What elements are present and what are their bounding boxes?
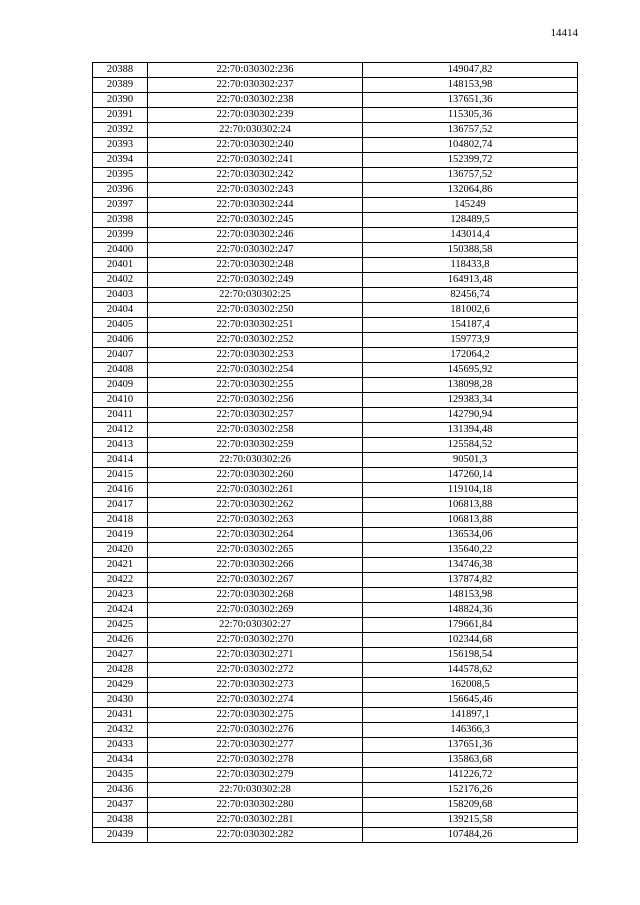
row-number-cell: 20405 xyxy=(93,318,148,333)
row-number-cell: 20428 xyxy=(93,663,148,678)
cadastral-value-cell: 152176,26 xyxy=(363,783,578,798)
cadastral-number-cell: 22:70:030302:268 xyxy=(148,588,363,603)
table-row xyxy=(93,63,578,78)
cadastral-number-cell: 22:70:030302:248 xyxy=(148,258,363,273)
table-row xyxy=(93,153,578,168)
cadastral-number-cell: 22:70:030302:277 xyxy=(148,738,363,753)
row-number-cell: 20402 xyxy=(93,273,148,288)
cadastral-number-cell: 22:70:030302:236 xyxy=(148,63,363,78)
row-number-cell: 20409 xyxy=(93,378,148,393)
cadastral-value-cell: 135863,68 xyxy=(363,753,578,768)
table-row xyxy=(93,408,578,423)
cadastral-number-cell: 22:70:030302:28 xyxy=(148,783,363,798)
cadastral-value-cell: 156645,46 xyxy=(363,693,578,708)
table-row xyxy=(93,363,578,378)
cadastral-value-cell: 146366,3 xyxy=(363,723,578,738)
cadastral-number-cell: 22:70:030302:267 xyxy=(148,573,363,588)
cadastral-number-cell: 22:70:030302:252 xyxy=(148,333,363,348)
cadastral-value-cell: 107484,26 xyxy=(363,828,578,843)
cadastral-number-cell: 22:70:030302:249 xyxy=(148,273,363,288)
row-number-cell: 20416 xyxy=(93,483,148,498)
table-row xyxy=(93,273,578,288)
table-row xyxy=(93,243,578,258)
page-number: 14414 xyxy=(550,27,578,39)
row-number-cell: 20410 xyxy=(93,393,148,408)
table-row xyxy=(93,288,578,303)
cadastral-number-cell: 22:70:030302:281 xyxy=(148,813,363,828)
row-number-cell: 20417 xyxy=(93,498,148,513)
cadastral-number-cell: 22:70:030302:274 xyxy=(148,693,363,708)
table-row xyxy=(93,753,578,768)
row-number-cell: 20438 xyxy=(93,813,148,828)
cadastral-value-cell: 156198,54 xyxy=(363,648,578,663)
table-row xyxy=(93,393,578,408)
table-row xyxy=(93,423,578,438)
table-row xyxy=(93,828,578,843)
row-number-cell: 20434 xyxy=(93,753,148,768)
row-number-cell: 20399 xyxy=(93,228,148,243)
row-number-cell: 20429 xyxy=(93,678,148,693)
cadastral-value-cell: 137874,82 xyxy=(363,573,578,588)
row-number-cell: 20392 xyxy=(93,123,148,138)
row-number-cell: 20388 xyxy=(93,63,148,78)
cadastral-number-cell: 22:70:030302:243 xyxy=(148,183,363,198)
cadastral-value-cell: 158209,68 xyxy=(363,798,578,813)
cadastral-number-cell: 22:70:030302:251 xyxy=(148,318,363,333)
row-number-cell: 20421 xyxy=(93,558,148,573)
cadastral-number-cell: 22:70:030302:269 xyxy=(148,603,363,618)
table-row xyxy=(93,813,578,828)
table-row xyxy=(93,543,578,558)
table-row xyxy=(93,318,578,333)
table-row xyxy=(93,468,578,483)
row-number-cell: 20436 xyxy=(93,783,148,798)
table-row xyxy=(93,438,578,453)
row-number-cell: 20427 xyxy=(93,648,148,663)
cadastral-number-cell: 22:70:030302:257 xyxy=(148,408,363,423)
cadastral-number-cell: 22:70:030302:250 xyxy=(148,303,363,318)
cadastral-value-cell: 104802,74 xyxy=(363,138,578,153)
cadastral-number-cell: 22:70:030302:278 xyxy=(148,753,363,768)
cadastral-value-cell: 106813,88 xyxy=(363,498,578,513)
cadastral-value-cell: 128489,5 xyxy=(363,213,578,228)
row-number-cell: 20413 xyxy=(93,438,148,453)
row-number-cell: 20400 xyxy=(93,243,148,258)
table-row xyxy=(93,558,578,573)
cadastral-value-cell: 118433,8 xyxy=(363,258,578,273)
cadastral-number-cell: 22:70:030302:27 xyxy=(148,618,363,633)
cadastral-value-cell: 102344,68 xyxy=(363,633,578,648)
cadastral-value-cell: 152399,72 xyxy=(363,153,578,168)
cadastral-value-cell: 144578,62 xyxy=(363,663,578,678)
row-number-cell: 20411 xyxy=(93,408,148,423)
cadastral-number-cell: 22:70:030302:279 xyxy=(148,768,363,783)
table-row xyxy=(93,378,578,393)
table-row xyxy=(93,798,578,813)
cadastral-value-cell: 150388,58 xyxy=(363,243,578,258)
cadastral-value-cell: 143014,4 xyxy=(363,228,578,243)
row-number-cell: 20422 xyxy=(93,573,148,588)
table-row xyxy=(93,783,578,798)
table-row xyxy=(93,93,578,108)
row-number-cell: 20420 xyxy=(93,543,148,558)
table-row xyxy=(93,768,578,783)
row-number-cell: 20393 xyxy=(93,138,148,153)
cadastral-number-cell: 22:70:030302:262 xyxy=(148,498,363,513)
cadastral-value-cell: 159773,9 xyxy=(363,333,578,348)
table-row xyxy=(93,138,578,153)
row-number-cell: 20412 xyxy=(93,423,148,438)
table-row xyxy=(93,303,578,318)
cadastral-number-cell: 22:70:030302:271 xyxy=(148,648,363,663)
table-row xyxy=(93,573,578,588)
cadastral-number-cell: 22:70:030302:244 xyxy=(148,198,363,213)
cadastral-number-cell: 22:70:030302:254 xyxy=(148,363,363,378)
cadastral-value-cell: 132064,86 xyxy=(363,183,578,198)
cadastral-value-cell: 139215,58 xyxy=(363,813,578,828)
table-row xyxy=(93,78,578,93)
table-row xyxy=(93,228,578,243)
cadastral-number-cell: 22:70:030302:258 xyxy=(148,423,363,438)
cadastral-value-cell: 149047,82 xyxy=(363,63,578,78)
cadastral-value-cell: 145695,92 xyxy=(363,363,578,378)
table-row xyxy=(93,738,578,753)
cadastral-value-cell: 142790,94 xyxy=(363,408,578,423)
row-number-cell: 20394 xyxy=(93,153,148,168)
cadastral-number-cell: 22:70:030302:253 xyxy=(148,348,363,363)
row-number-cell: 20390 xyxy=(93,93,148,108)
table-row xyxy=(93,633,578,648)
cadastral-number-cell: 22:70:030302:276 xyxy=(148,723,363,738)
table-row xyxy=(93,123,578,138)
row-number-cell: 20430 xyxy=(93,693,148,708)
row-number-cell: 20432 xyxy=(93,723,148,738)
cadastral-value-cell: 136534,06 xyxy=(363,528,578,543)
row-number-cell: 20407 xyxy=(93,348,148,363)
row-number-cell: 20414 xyxy=(93,453,148,468)
row-number-cell: 20391 xyxy=(93,108,148,123)
row-number-cell: 20415 xyxy=(93,468,148,483)
table-row xyxy=(93,588,578,603)
cadastral-value-cell: 115305,36 xyxy=(363,108,578,123)
table-row xyxy=(93,168,578,183)
cadastral-number-cell: 22:70:030302:246 xyxy=(148,228,363,243)
cadastral-value-cell: 141897,1 xyxy=(363,708,578,723)
cadastral-number-cell: 22:70:030302:242 xyxy=(148,168,363,183)
row-number-cell: 20397 xyxy=(93,198,148,213)
table-row xyxy=(93,693,578,708)
cadastral-number-cell: 22:70:030302:237 xyxy=(148,78,363,93)
cadastral-value-cell: 148153,98 xyxy=(363,588,578,603)
row-number-cell: 20389 xyxy=(93,78,148,93)
cadastral-value-cell: 138098,28 xyxy=(363,378,578,393)
cadastral-number-cell: 22:70:030302:263 xyxy=(148,513,363,528)
cadastral-value-cell: 154187,4 xyxy=(363,318,578,333)
row-number-cell: 20404 xyxy=(93,303,148,318)
table-row xyxy=(93,528,578,543)
table-row xyxy=(93,513,578,528)
cadastral-value-cell: 136757,52 xyxy=(363,123,578,138)
cadastral-number-cell: 22:70:030302:261 xyxy=(148,483,363,498)
table-row xyxy=(93,678,578,693)
cadastral-value-cell: 145249 xyxy=(363,198,578,213)
cadastral-value-cell: 131394,48 xyxy=(363,423,578,438)
cadastral-number-cell: 22:70:030302:240 xyxy=(148,138,363,153)
row-number-cell: 20395 xyxy=(93,168,148,183)
cadastral-number-cell: 22:70:030302:266 xyxy=(148,558,363,573)
row-number-cell: 20396 xyxy=(93,183,148,198)
table-row xyxy=(93,723,578,738)
row-number-cell: 20403 xyxy=(93,288,148,303)
row-number-cell: 20418 xyxy=(93,513,148,528)
cadastral-number-cell: 22:70:030302:24 xyxy=(148,123,363,138)
row-number-cell: 20433 xyxy=(93,738,148,753)
cadastral-value-cell: 181002,6 xyxy=(363,303,578,318)
cadastral-number-cell: 22:70:030302:273 xyxy=(148,678,363,693)
table-row xyxy=(93,258,578,273)
cadastral-number-cell: 22:70:030302:260 xyxy=(148,468,363,483)
row-number-cell: 20431 xyxy=(93,708,148,723)
row-number-cell: 20435 xyxy=(93,768,148,783)
table-row xyxy=(93,663,578,678)
row-number-cell: 20406 xyxy=(93,333,148,348)
cadastral-value-cell: 179661,84 xyxy=(363,618,578,633)
table-body xyxy=(93,63,578,843)
table-row xyxy=(93,198,578,213)
row-number-cell: 20439 xyxy=(93,828,148,843)
cadastral-value-cell: 106813,88 xyxy=(363,513,578,528)
cadastral-number-cell: 22:70:030302:272 xyxy=(148,663,363,678)
cadastral-value-cell: 125584,52 xyxy=(363,438,578,453)
cadastral-number-cell: 22:70:030302:245 xyxy=(148,213,363,228)
row-number-cell: 20426 xyxy=(93,633,148,648)
row-number-cell: 20401 xyxy=(93,258,148,273)
cadastral-number-cell: 22:70:030302:255 xyxy=(148,378,363,393)
cadastral-value-cell: 135640,22 xyxy=(363,543,578,558)
cadastral-number-cell: 22:70:030302:275 xyxy=(148,708,363,723)
row-number-cell: 20419 xyxy=(93,528,148,543)
table-row xyxy=(93,183,578,198)
cadastral-number-cell: 22:70:030302:241 xyxy=(148,153,363,168)
table-row xyxy=(93,648,578,663)
cadastral-value-cell: 90501,3 xyxy=(363,453,578,468)
table-row xyxy=(93,603,578,618)
row-number-cell: 20408 xyxy=(93,363,148,378)
cadastral-value-cell: 136757,52 xyxy=(363,168,578,183)
cadastral-number-cell: 22:70:030302:26 xyxy=(148,453,363,468)
table-row xyxy=(93,618,578,633)
table-row xyxy=(93,108,578,123)
cadastral-value-cell: 119104,18 xyxy=(363,483,578,498)
cadastral-number-cell: 22:70:030302:264 xyxy=(148,528,363,543)
table-row xyxy=(93,498,578,513)
cadastral-value-cell: 164913,48 xyxy=(363,273,578,288)
cadastral-number-cell: 22:70:030302:256 xyxy=(148,393,363,408)
cadastral-number-cell: 22:70:030302:247 xyxy=(148,243,363,258)
row-number-cell: 20398 xyxy=(93,213,148,228)
cadastral-value-cell: 147260,14 xyxy=(363,468,578,483)
row-number-cell: 20424 xyxy=(93,603,148,618)
table-row xyxy=(93,348,578,363)
cadastral-number-cell: 22:70:030302:259 xyxy=(148,438,363,453)
cadastral-value-table xyxy=(92,62,578,843)
table-row xyxy=(93,333,578,348)
cadastral-number-cell: 22:70:030302:239 xyxy=(148,108,363,123)
cadastral-number-cell: 22:70:030302:25 xyxy=(148,288,363,303)
cadastral-value-cell: 129383,34 xyxy=(363,393,578,408)
row-number-cell: 20437 xyxy=(93,798,148,813)
cadastral-number-cell: 22:70:030302:238 xyxy=(148,93,363,108)
table-row xyxy=(93,453,578,468)
table-row xyxy=(93,213,578,228)
table-row xyxy=(93,708,578,723)
cadastral-value-cell: 141226,72 xyxy=(363,768,578,783)
row-number-cell: 20425 xyxy=(93,618,148,633)
cadastral-value-cell: 137651,36 xyxy=(363,738,578,753)
cadastral-value-cell: 148153,98 xyxy=(363,78,578,93)
cadastral-number-cell: 22:70:030302:270 xyxy=(148,633,363,648)
cadastral-value-cell: 172064,2 xyxy=(363,348,578,363)
table-row xyxy=(93,483,578,498)
cadastral-number-cell: 22:70:030302:265 xyxy=(148,543,363,558)
cadastral-number-cell: 22:70:030302:282 xyxy=(148,828,363,843)
cadastral-value-cell: 148824,36 xyxy=(363,603,578,618)
cadastral-value-cell: 162008,5 xyxy=(363,678,578,693)
cadastral-value-cell: 82456,74 xyxy=(363,288,578,303)
cadastral-value-cell: 137651,36 xyxy=(363,93,578,108)
row-number-cell: 20423 xyxy=(93,588,148,603)
cadastral-number-cell: 22:70:030302:280 xyxy=(148,798,363,813)
cadastral-value-cell: 134746,38 xyxy=(363,558,578,573)
